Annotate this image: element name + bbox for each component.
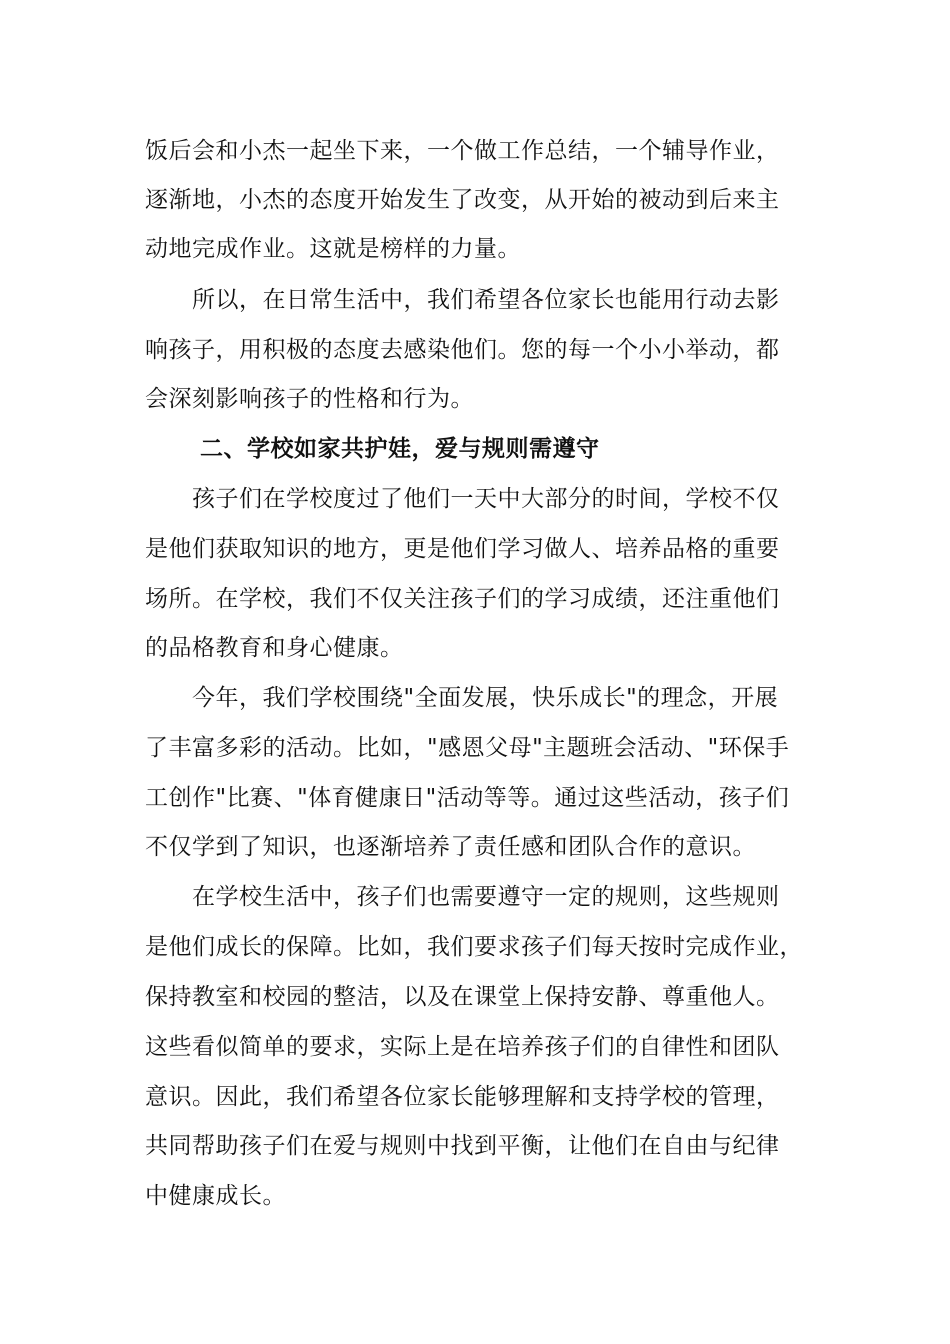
body-text-line: 会深刻影响孩子的性格和行为。 (145, 386, 474, 412)
body-text-line: 了丰富多彩的活动。比如，"感恩父母"主题班会活动、"环保手 (145, 735, 790, 761)
paragraph-first-line: 孩子们在学校度过了他们一天中大部分的时间，学校不仅 (192, 486, 780, 512)
body-text-line: 工创作"比赛、"体育健康日"活动等等。通过这些活动，孩子们 (145, 785, 790, 811)
body-text-line: 响孩子，用积极的态度去感染他们。您的每一个小小举动，都 (145, 337, 780, 363)
paragraph-first-line: 所以，在日常生活中，我们希望各位家长也能用行动去影 (192, 287, 780, 313)
body-text-line: 饭后会和小杰一起坐下来，一个做工作总结，一个辅导作业， (145, 138, 780, 164)
body-text-line: 场所。在学校，我们不仅关注孩子们的学习成绩，还注重他们 (145, 586, 780, 612)
section-heading: 二、学校如家共护娃，爱与规则需遵守 (200, 436, 600, 462)
body-text-line: 动地完成作业。这就是榜样的力量。 (145, 236, 521, 262)
paragraph-first-line: 在学校生活中，孩子们也需要遵守一定的规则，这些规则 (192, 884, 780, 910)
body-text-line: 逐渐地，小杰的态度开始发生了改变，从开始的被动到后来主 (145, 187, 780, 213)
body-text-line: 是他们获取知识的地方，更是他们学习做人、培养品格的重要 (145, 536, 780, 562)
body-text-line: 是他们成长的保障。比如，我们要求孩子们每天按时完成作业， (145, 934, 803, 960)
body-text-line: 保持教室和校园的整洁，以及在课堂上保持安静、尊重他人。 (145, 984, 780, 1010)
body-text-line: 这些看似简单的要求，实际上是在培养孩子们的自律性和团队 (145, 1034, 780, 1060)
body-text-line: 中健康成长。 (145, 1183, 286, 1209)
body-text-line: 不仅学到了知识，也逐渐培养了责任感和团队合作的意识。 (145, 834, 756, 860)
body-text-line: 共同帮助孩子们在爱与规则中找到平衡，让他们在自由与纪律 (145, 1133, 780, 1159)
paragraph-first-line: 今年，我们学校围绕"全面发展，快乐成长"的理念，开展 (192, 685, 779, 711)
body-text-line: 意识。因此，我们希望各位家长能够理解和支持学校的管理， (145, 1084, 780, 1110)
body-text-line: 的品格教育和身心健康。 (145, 635, 404, 661)
